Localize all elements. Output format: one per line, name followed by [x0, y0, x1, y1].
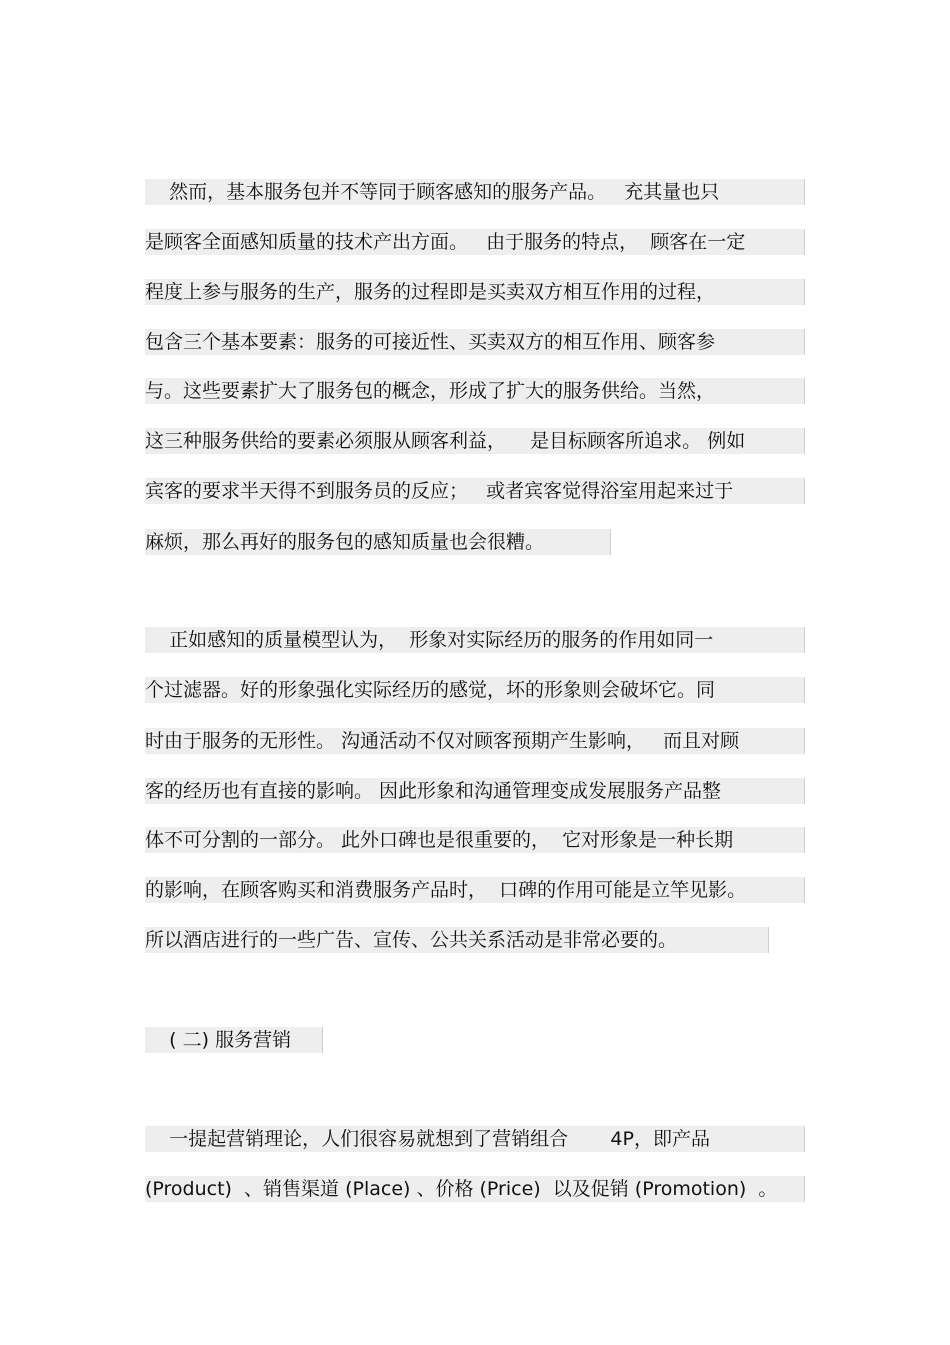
paragraph-1-line-5: 与。这些要素扩大了服务包的概念，形成了扩大的服务供给。当然， [145, 378, 805, 404]
paragraph-2-line-7: 所以酒店进行的一些广告、宣传、公共关系活动是非常必要的。 [145, 927, 769, 953]
paragraph-3-line-2: (Product) 、销售渠道 (Place) 、价格 (Price) 以及促销 (Promotion) 。 [145, 1176, 805, 1202]
paragraph-1-line-4: 包含三个基本要素：服务的可接近性、买卖双方的相互作用、顾客参 [145, 329, 805, 355]
paragraph-2-line-5: 体不可分割的一部分。 此外口碑也是很重要的， 它对形象是一种长期 [145, 827, 805, 853]
paragraph-1-line-6: 这三种服务供给的要素必须服从顾客利益， 是目标顾客所追求。 例如 [145, 428, 805, 454]
section-heading: ( 二) 服务营销 [145, 1027, 323, 1053]
paragraph-1-line-8: 麻烦，那么再好的服务包的感知质量也会很糟。 [145, 529, 611, 555]
paragraph-1-line-2: 是顾客全面感知质量的技术产出方面。 由于服务的特点， 顾客在一定 [145, 229, 805, 255]
paragraph-1-line-7: 宾客的要求半天得不到服务员的反应； 或者宾客觉得浴室用起来过于 [145, 478, 805, 504]
paragraph-2-line-3: 时由于服务的无形性。 沟通活动不仅对顾客预期产生影响， 而且对顾 [145, 728, 805, 754]
paragraph-2-line-6: 的影响，在顾客购买和消费服务产品时， 口碑的作用可能是立竿见影。 [145, 877, 805, 903]
paragraph-2-line-2: 个过滤器。好的形象强化实际经历的感觉，坏的形象则会破坏它。同 [145, 677, 805, 703]
paragraph-2-line-4: 客的经历也有直接的影响。 因此形象和沟通管理变成发展服务产品整 [145, 778, 805, 804]
paragraph-1-line-3: 程度上参与服务的生产，服务的过程即是买卖双方相互作用的过程， [145, 279, 805, 305]
paragraph-1-line-1: 然而，基本服务包并不等同于顾客感知的服务产品。 充其量也只 [145, 179, 805, 205]
paragraph-2-line-1: 正如感知的质量模型认为， 形象对实际经历的服务的作用如同一 [145, 627, 805, 653]
paragraph-3-line-1: 一提起营销理论，人们很容易就想到了营销组合 4P，即产品 [145, 1126, 805, 1152]
